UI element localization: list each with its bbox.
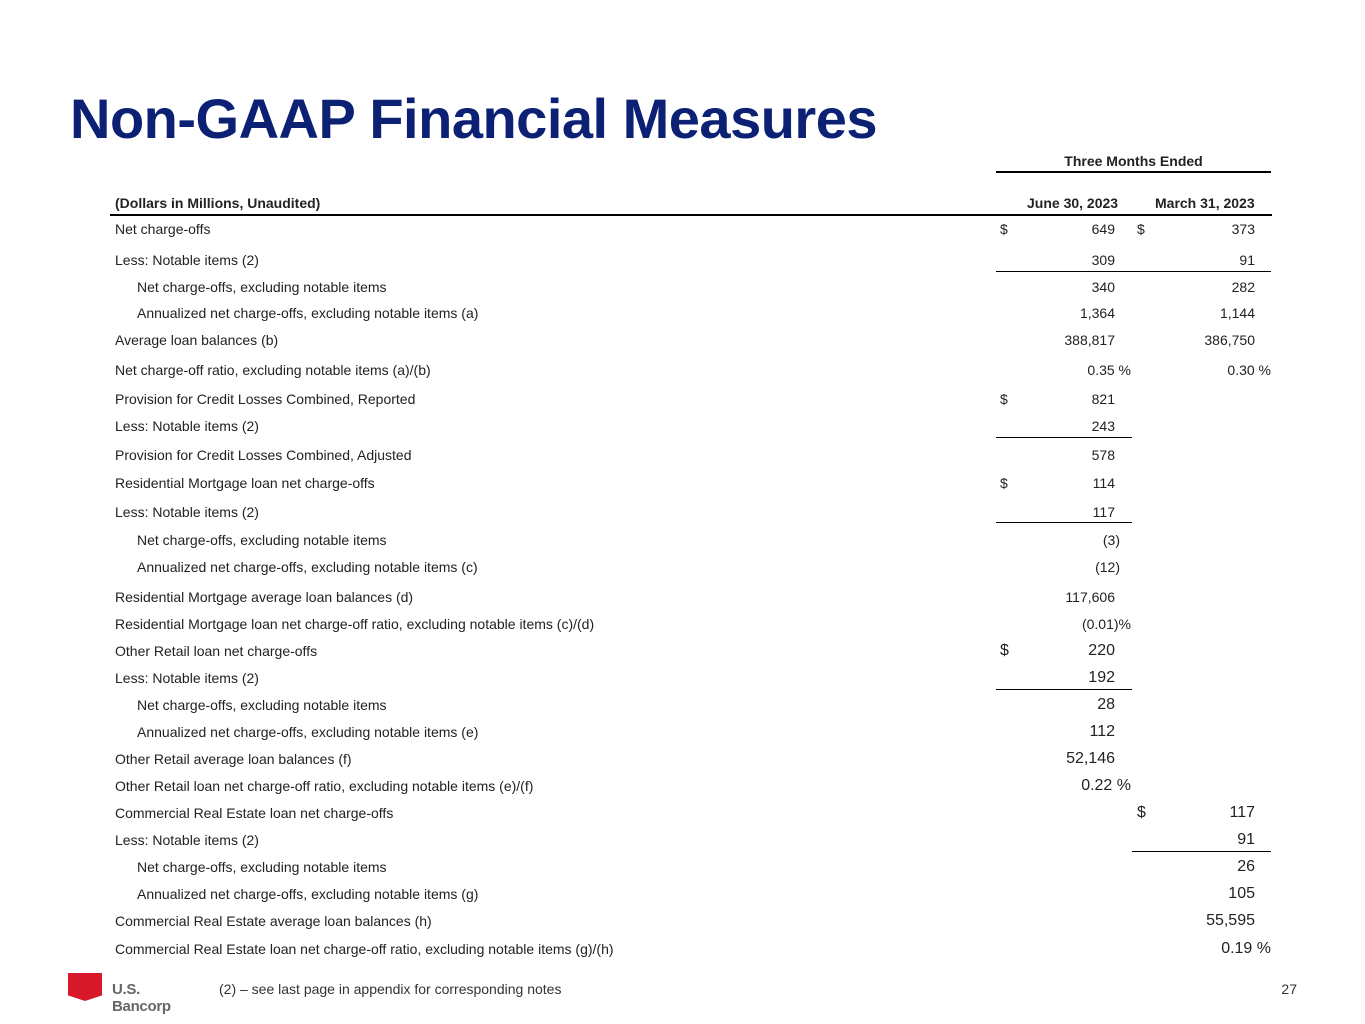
row-label: Net charge-offs, excluding notable items (137, 859, 387, 875)
table-row (110, 941, 1272, 963)
row-label: Less: Notable items (2) (115, 418, 259, 434)
currency-symbol: $ (1137, 221, 1145, 237)
subtotal-rule (996, 437, 1132, 438)
march-value: 0.30 % (1227, 362, 1271, 378)
table-row (110, 913, 1272, 935)
march-value: 386,750 (1204, 332, 1255, 348)
row-label: Residential Mortgage average loan balances (d) (115, 589, 414, 605)
page-number: 27 (1281, 981, 1297, 997)
table-row (110, 886, 1272, 908)
currency-symbol: $ (1000, 391, 1008, 407)
row-label: Other Retail loan net charge-offs (115, 643, 318, 659)
header-rule (110, 214, 1272, 216)
march-value: 91 (1237, 831, 1255, 848)
march-value: 117 (1229, 804, 1255, 821)
subtotal-rule (996, 271, 1271, 272)
table-row (110, 643, 1272, 665)
june-value: (12) (1095, 559, 1120, 575)
table-row (110, 391, 1272, 413)
table-row (110, 532, 1272, 554)
row-label: Net charge-offs, excluding notable items (137, 279, 387, 295)
row-label: Less: Notable items (2) (115, 670, 259, 686)
march-value: 105 (1228, 885, 1255, 902)
table-row (110, 832, 1272, 854)
table-row (110, 751, 1272, 773)
row-label: Less: Notable items (2) (115, 252, 259, 268)
row-label: Net charge-off ratio, excluding notable items (a)/(b) (115, 362, 431, 378)
row-label: Annualized net charge-offs, excluding notable items (g) (137, 886, 479, 902)
row-label: Commercial Real Estate loan net charge-offs (115, 805, 394, 821)
table-row (110, 305, 1272, 327)
row-label: Provision for Credit Losses Combined, Adjusted (115, 447, 412, 463)
table-row (110, 697, 1272, 719)
row-label: Residential Mortgage loan net charge-offs (115, 475, 375, 491)
row-label: Net charge-offs, excluding notable items (137, 697, 387, 713)
currency-symbol: $ (1000, 475, 1008, 491)
row-label: Provision for Credit Losses Combined, Reported (115, 391, 416, 407)
june-value: 1,364 (1079, 305, 1115, 321)
table-row (110, 447, 1272, 469)
march-value: 91 (1239, 252, 1255, 268)
table-row (110, 778, 1272, 800)
footnote: (2) – see last page in appendix for corresponding notes (219, 981, 562, 997)
june-value: 0.35 % (1087, 362, 1131, 378)
row-label: Net charge-offs, excluding notable items (137, 532, 387, 548)
june-value: (0.01)% (1081, 616, 1131, 632)
brand-name: U.S. Bancorp (112, 981, 171, 1015)
june-value: 28 (1097, 696, 1115, 713)
june-value: 117,606 (1065, 589, 1115, 605)
table-row (110, 616, 1272, 638)
currency-symbol: $ (1137, 804, 1146, 821)
currency-symbol: $ (1000, 642, 1009, 659)
currency-symbol: $ (1000, 221, 1008, 237)
june-value: 340 (1091, 279, 1115, 295)
june-value: 388,817 (1064, 332, 1115, 348)
june-value: 117 (1092, 504, 1115, 520)
june-value: 309 (1091, 252, 1115, 268)
june-value: 192 (1088, 669, 1115, 686)
june-value: 0.22 % (1081, 777, 1131, 794)
march-value: 1,144 (1219, 305, 1255, 321)
june-value: 649 (1091, 221, 1115, 237)
brand-logo (68, 973, 198, 1015)
march-value: 26 (1237, 858, 1255, 875)
subtotal-rule (996, 522, 1132, 523)
table-row (110, 221, 1272, 243)
subtotal-rule (996, 689, 1132, 690)
june-value: 220 (1088, 642, 1115, 659)
column-march-2023: March 31, 2023 (1155, 195, 1255, 211)
row-label: Annualized net charge-offs, excluding notable items (c) (137, 559, 478, 575)
june-value: 243 (1091, 418, 1115, 434)
table-row (110, 859, 1272, 881)
subtotal-rule (1132, 851, 1271, 852)
row-label: Annualized net charge-offs, excluding notable items (e) (137, 724, 479, 740)
june-value: 112 (1089, 723, 1115, 740)
period-header: Three Months Ended (996, 153, 1271, 173)
row-label: Annualized net charge-offs, excluding notable items (a) (137, 305, 479, 321)
march-value: 55,595 (1206, 912, 1255, 929)
march-value: 282 (1231, 279, 1255, 295)
row-label: Less: Notable items (2) (115, 504, 259, 520)
june-value: 114 (1092, 475, 1115, 491)
flag-icon (68, 973, 102, 1001)
march-value: 0.19 % (1221, 940, 1271, 957)
june-value: 821 (1091, 391, 1115, 407)
row-label: Commercial Real Estate loan net charge-off ratio, excluding notable items (g)/(h) (115, 941, 614, 957)
row-label: Net charge-offs (115, 221, 211, 237)
row-label: Other Retail average loan balances (f) (115, 751, 352, 767)
row-label: Average loan balances (b) (115, 332, 279, 348)
table-row (110, 332, 1272, 354)
table-row (110, 279, 1272, 301)
june-value: 578 (1091, 447, 1115, 463)
june-value: 52,146 (1066, 750, 1115, 767)
row-header: (Dollars in Millions, Unaudited) (115, 195, 321, 211)
june-value: (3) (1102, 532, 1120, 548)
row-label: Residential Mortgage loan net charge-off ratio, excluding notable items (c)/(d) (115, 616, 595, 632)
march-value: 373 (1231, 221, 1255, 237)
row-label: Commercial Real Estate average loan balances (h) (115, 913, 432, 929)
column-june-2023: June 30, 2023 (1027, 195, 1119, 211)
table-row (110, 362, 1272, 384)
table-row (110, 559, 1272, 581)
row-label: Less: Notable items (2) (115, 832, 259, 848)
table-row (110, 475, 1272, 497)
table-row (110, 724, 1272, 746)
page-title: Non-GAAP Financial Measures (70, 87, 878, 150)
row-label: Other Retail loan net charge-off ratio, excluding notable items (e)/(f) (115, 778, 534, 794)
table-row (110, 589, 1272, 611)
table-row (110, 805, 1272, 827)
